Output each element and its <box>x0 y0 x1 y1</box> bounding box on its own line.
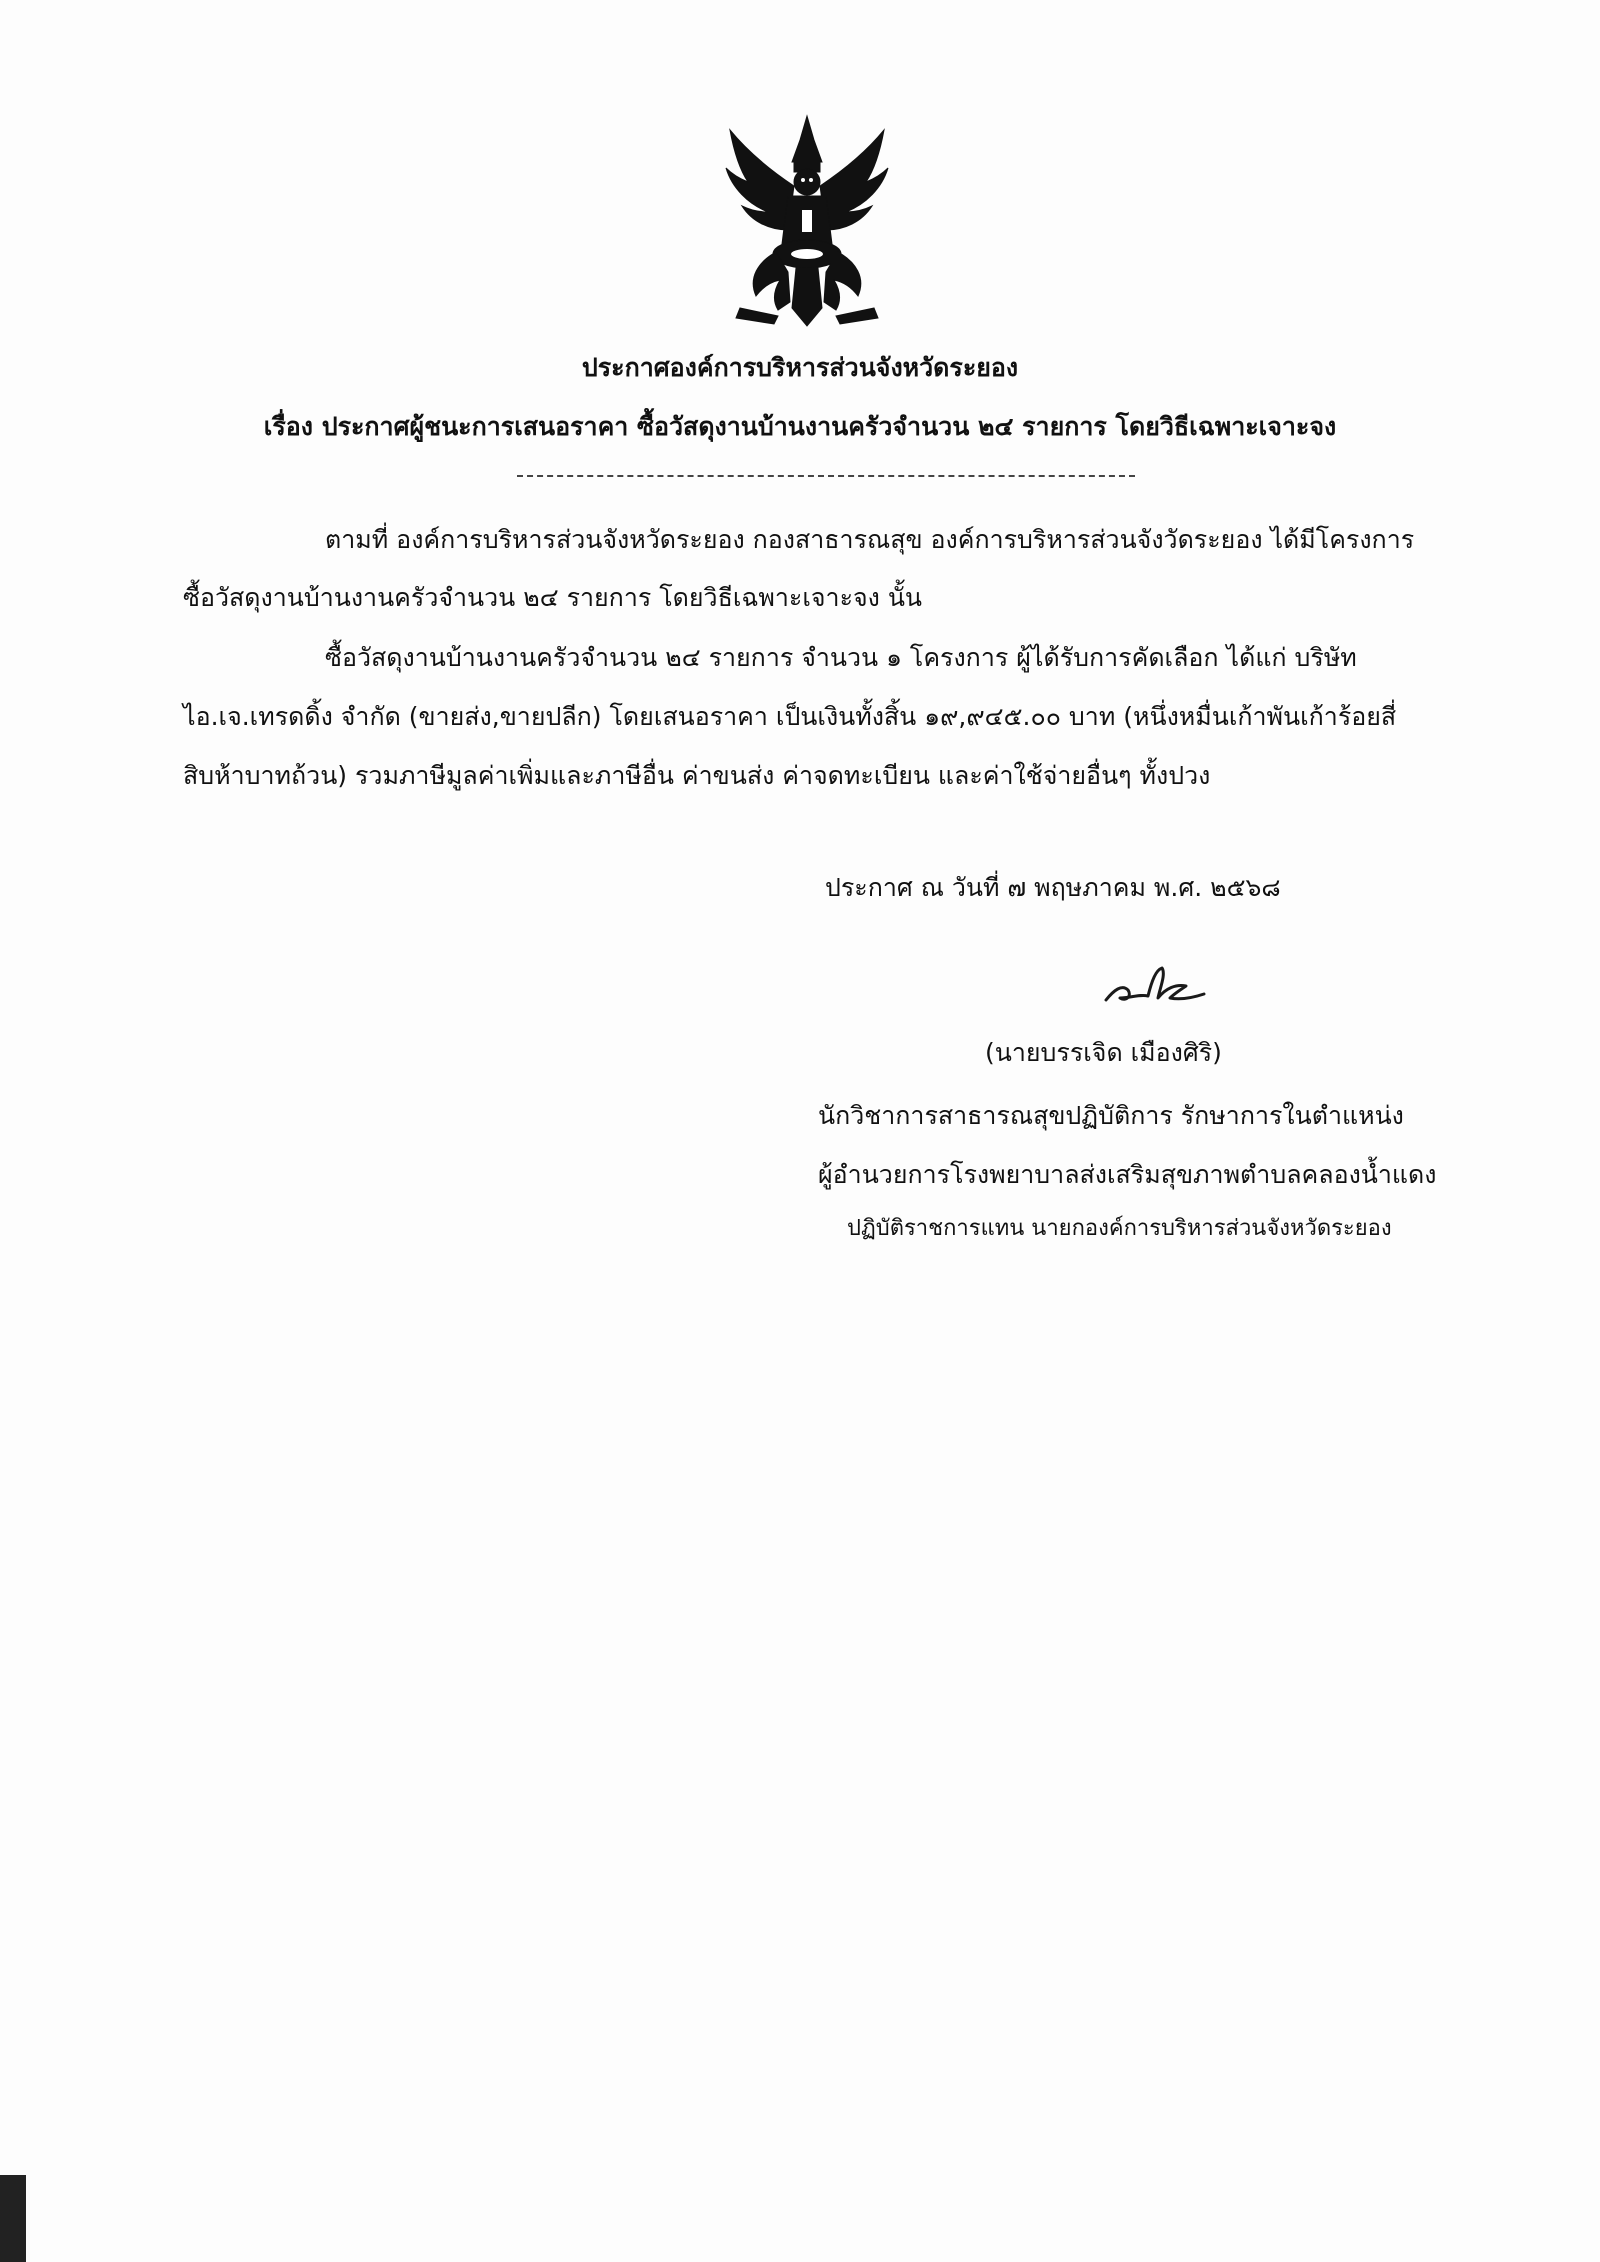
signatory-position-line-2: ผู้อำนวยการโรงพยาบาลส่งเสริมสุขภาพตำบลคลองน้ำแดง <box>818 1160 1437 1189</box>
announcement-date: ประกาศ ณ วันที่ ๗ พฤษภาคม พ.ศ. ๒๕๖๘ <box>825 873 1281 902</box>
paragraph-2-line-1: ซื้อวัสดุงานบ้านงานครัวจำนวน ๒๔ รายการ จำนวน ๑ โครงการ ผู้ได้รับการคัดเลือก ได้แก่ บริษัท <box>325 643 1357 672</box>
paragraph-1-line-2: ซื้อวัสดุงานบ้านงานครัวจำนวน ๒๔ รายการ โดยวิธีเฉพาะเจาะจง นั้น <box>183 583 923 612</box>
signatory-position-line-1: นักวิชาการสาธารณสุขปฏิบัติการ รักษาการในตำแหน่ง <box>818 1101 1404 1130</box>
paragraph-2-line-2: ไอ.เจ.เทรดดิ้ง จำกัด (ขายส่ง,ขายปลีก) โดยเสนอราคา เป็นเงินทั้งสิ้น ๑๙,๙๔๕.๐๐ บาท (หนึ่งหมื่นเก้าพันเก้าร้อยสี่ <box>183 702 1397 731</box>
scan-edge-mark <box>0 2175 26 2262</box>
signatory-position-line-3: ปฏิบัติราชการแทน นายกองค์การบริหารส่วนจังหวัดระยอง <box>847 1216 1392 1241</box>
handwritten-signature-icon <box>1100 960 1210 1010</box>
announcement-subject: เรื่อง ประกาศผู้ชนะการเสนอราคา ซื้อวัสดุงานบ้านงานครัวจำนวน ๒๔ รายการ โดยวิธีเฉพาะเจาะจง <box>263 412 1337 441</box>
dashed-divider <box>517 475 1135 477</box>
paragraph-1-line-1: ตามที่ องค์การบริหารส่วนจังหวัดระยอง กองสาธารณสุข องค์การบริหารส่วนจังวัดระยอง ได้มีโครงการ <box>325 525 1415 554</box>
announcement-title: ประกาศองค์การบริหารส่วนจังหวัดระยอง <box>581 353 1019 382</box>
paragraph-2-line-3: สิบห้าบาทถ้วน) รวมภาษีมูลค่าเพิ่มและภาษีอื่น ค่าขนส่ง ค่าจดทะเบียน และค่าใช้จ่ายอื่นๆ ทั้งปวง <box>183 761 1211 790</box>
signatory-name: (นายบรรเจิด เมืองศิริ) <box>985 1038 1222 1067</box>
garuda-emblem-icon <box>718 112 896 334</box>
